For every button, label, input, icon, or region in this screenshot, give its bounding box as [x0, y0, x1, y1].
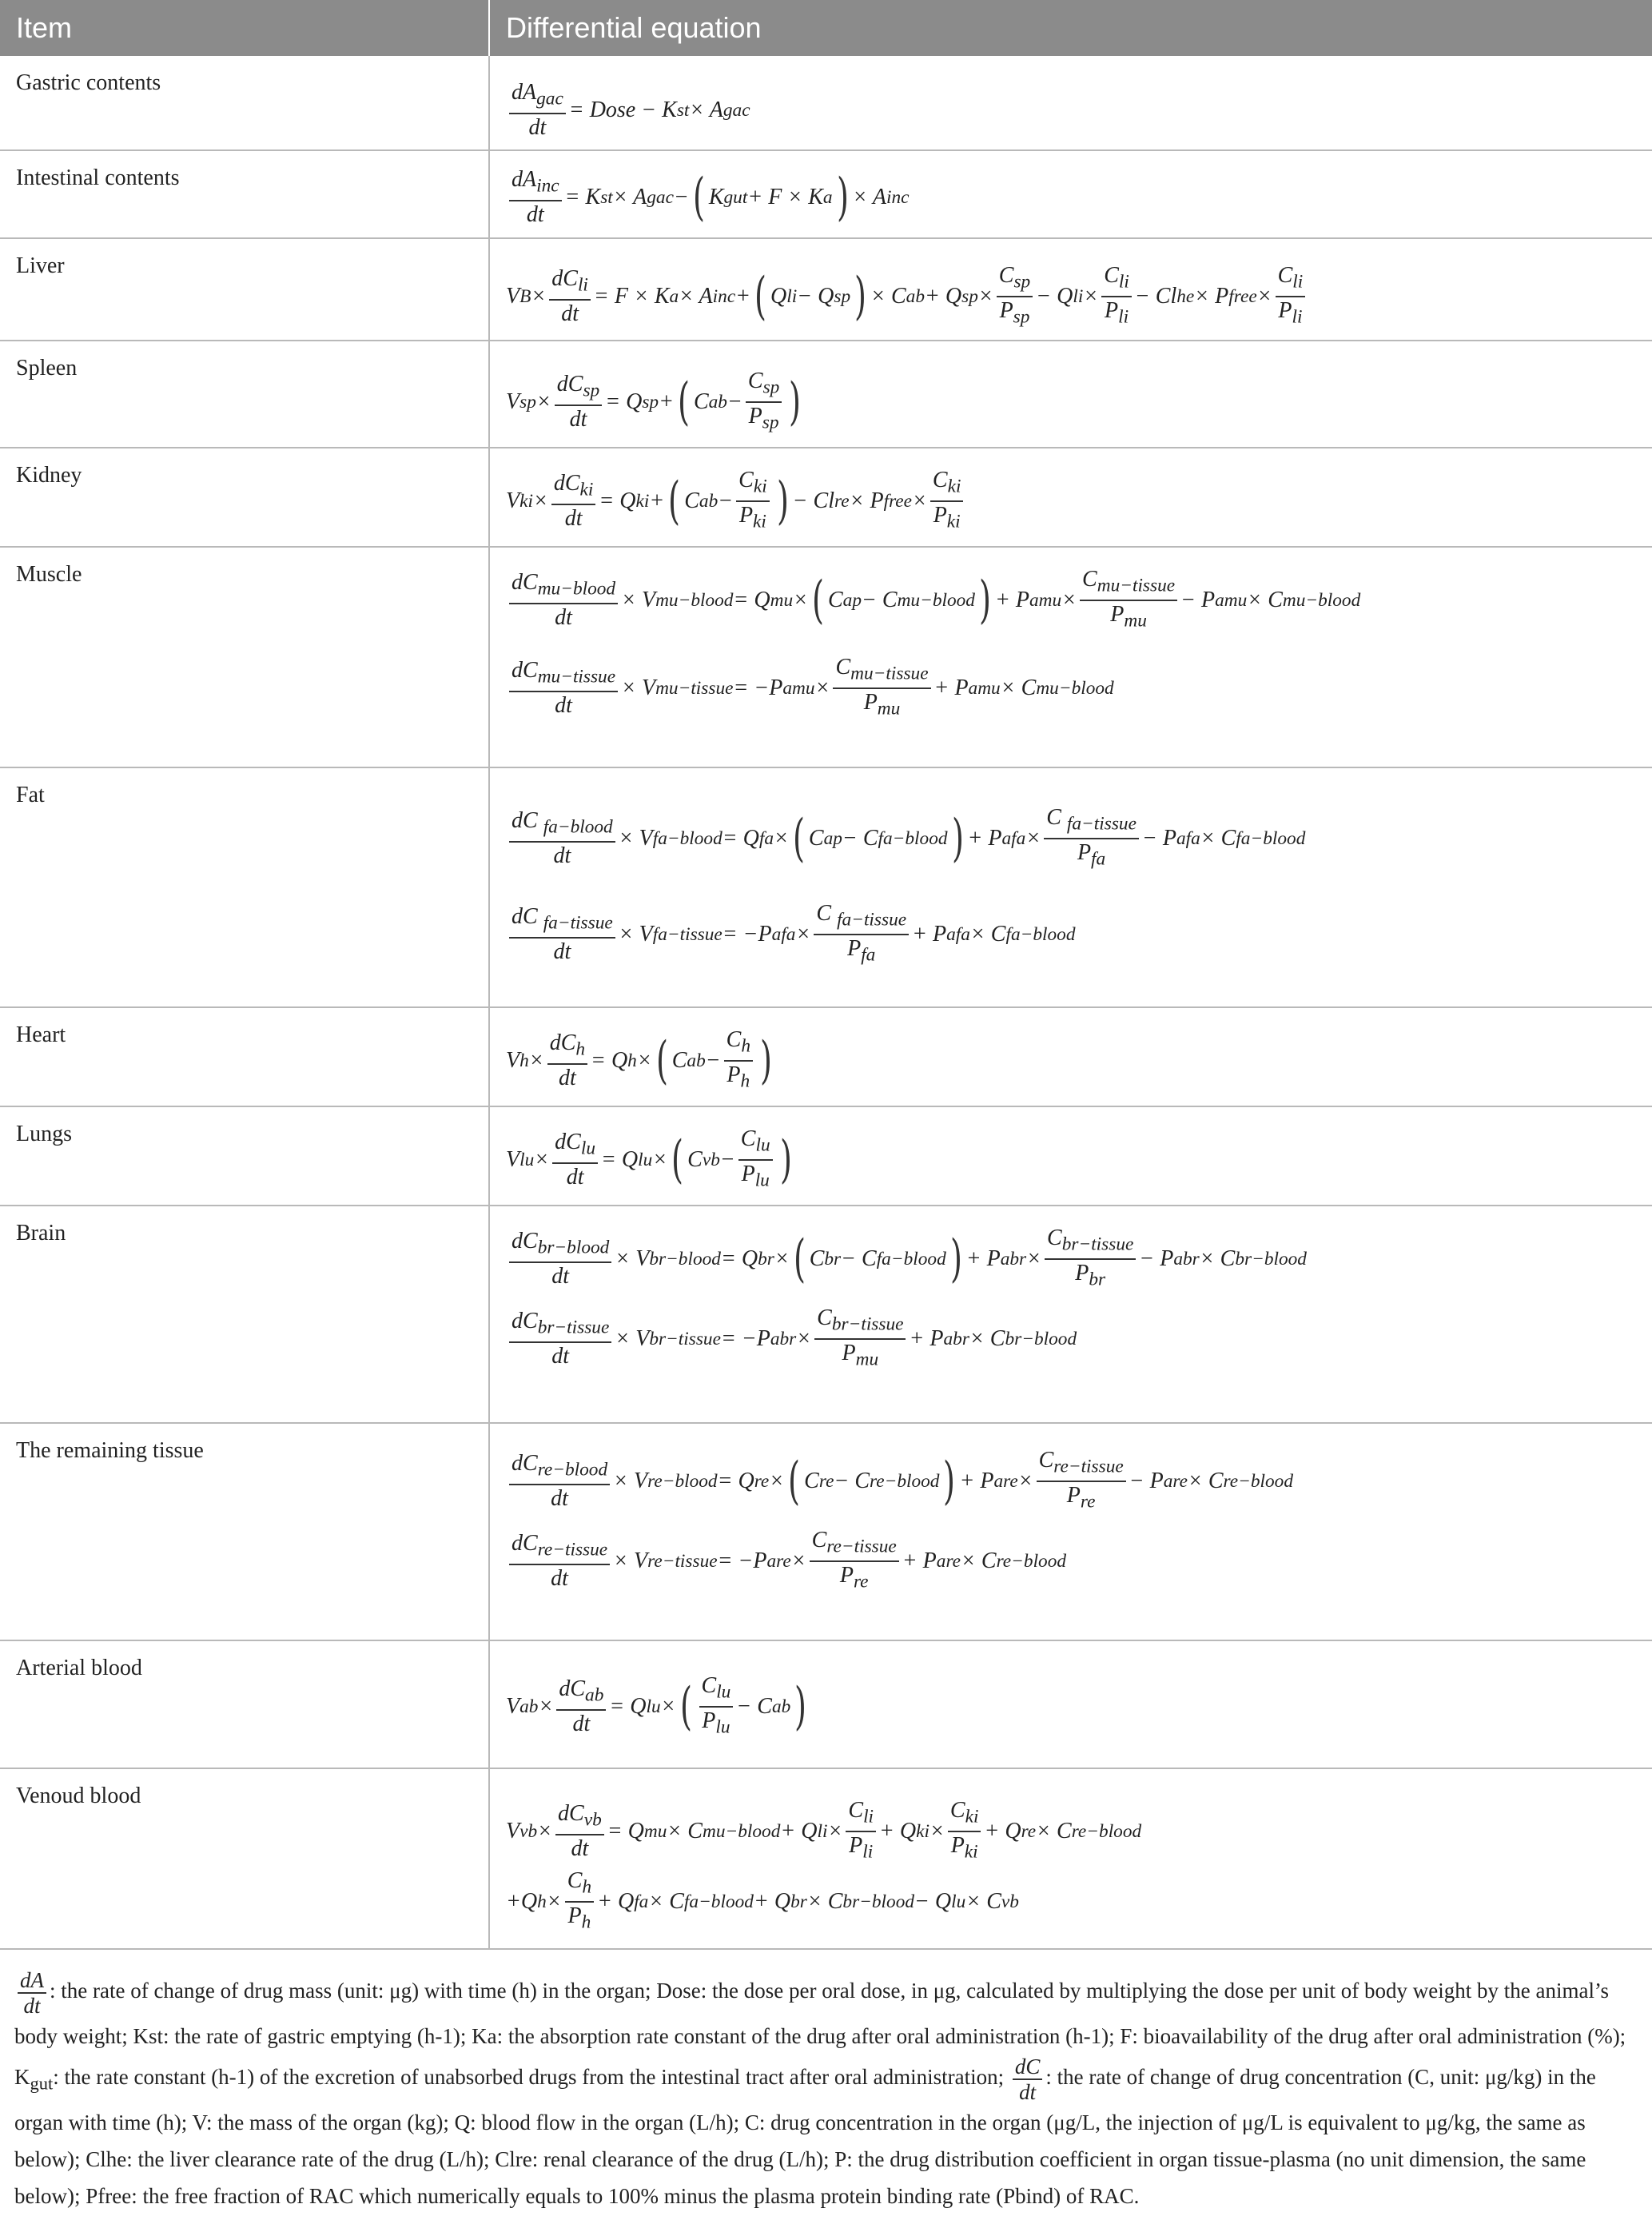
footnote-fraction-dC-dt: $\frac{dC}{dt}$ [1013, 2055, 1043, 2104]
row-label-intestinal: Intestinal contents [0, 150, 489, 238]
equation-kidney: V ki × $\frac{dC_{ki}}{dt}$ = Q ki + ( C ab − $\frac{C_{ki}}{P_{ki}}$ ) − Cl re × P free × $\frac{C_{ki}}{P_{ki}}$ [489, 448, 1652, 547]
table-row [0, 1423, 1652, 1640]
table-row [0, 1007, 1652, 1106]
table-row [0, 547, 1652, 767]
row-label-lungs: Lungs [0, 1106, 489, 1206]
table-row [0, 150, 1652, 238]
footnote-text-part3: : the rate of change of drug concentration (C, unit: μg/kg) in the organ with time (h); V: the mass of the organ (kg); Q: blood flow in the organ (L/h); C: drug concentration in the organ (μg/L, the injection of μg/L is equivalent to μg/kg, the same as below); Clhe: the liver clearance rate of the drug (L/h); Clre: renal clearance of the drug (L/h); P: the drug distribution coefficient in organ tissue-plasma (no unit dimension, the same below); Pfree: the free fraction of RAC which numerically equals to 100% minus the plasma protein binding rate (Pbind) of RAC. [14, 2065, 1596, 2208]
table-row [0, 56, 1652, 150]
header-differential-equation: Differential equation [489, 0, 1652, 56]
equation-fat: $\frac{dC _{fa-blood}}{dt}$ × V fa−blood = Q fa × ( C ap − C fa−blood ) + P afa × $\frac{C _{fa-tissue}}{P_{fa}}$ − P afa × C fa−blood $\frac{dC _{fa-tissue}}{dt}$ × V fa−tissue = −P afa × $\frac{C _{fa-tissue}}{P_{fa}}$ + P afa × C fa−blood [489, 767, 1652, 1007]
footnote-text-part2: : the rate constant (h-1) of the excretion of unabsorbed drugs from the intestinal tract after oral administration; [53, 2065, 1005, 2090]
equation-intestinal: $\frac{dA_{inc}}{dt}$ = K st × A gac − ( K gut + F × K a ) × A inc [489, 150, 1652, 238]
equation-brain: $\frac{dC_{br-blood}}{dt}$ × V br−blood = Q br × ( C br − C fa−blood ) + P abr × $\frac{C_{br-tissue}}{P_{br}}$ − P abr × C br−blood $\frac{dC_{br-tissue}}{dt}$ × V br−tissue = −P abr × $\frac{C_{br-tissue}}{P_{mu}}$ + P abr × C br−blood [489, 1206, 1652, 1423]
table-row [0, 238, 1652, 341]
table-row [0, 1768, 1652, 1949]
equation-liver: V B × $\frac{dC_{li}}{dt}$ = F × K a × A inc + ( Q li − Q sp ) × C ab + Q sp × $\frac{C_{sp}}{P_{sp}}$ − Q li × $\frac{C_{li}}{P_{li}}$ − Cl he × P free × $\frac{C_{li}}{P_{li}}$ [489, 238, 1652, 341]
table-footnote [14, 1968, 1641, 2214]
table-row [0, 1106, 1652, 1206]
table-row [0, 1640, 1652, 1768]
equation-lungs: V lu × $\frac{dC_{lu}}{dt}$ = Q lu × ( C vb − $\frac{C_{lu}}{P_{lu}}$ ) [489, 1106, 1652, 1206]
row-label-arterial-blood: Arterial blood [0, 1640, 489, 1768]
row-label-venous-blood: Venoud blood [0, 1768, 489, 1949]
equation-muscle: $\frac{dC_{mu-blood}}{dt}$ × V mu−blood = Q mu × ( C ap − C mu−blood ) + P amu × $\frac{C_{mu-tissue}}{P_{mu}}$ − P amu × C mu−blood $\frac{dC_{mu-tissue}}{dt}$ × V mu−tissue = −P amu × $\frac{C_{mu-tissue}}{P_{mu}}$ + P amu × C mu−blood [489, 547, 1652, 767]
table-row [0, 767, 1652, 1007]
header-item: Item [0, 0, 489, 56]
row-label-spleen: Spleen [0, 341, 489, 448]
table-header-row [0, 0, 1652, 56]
table-row [0, 448, 1652, 547]
equation-venous-blood: V vb × $\frac{dC_{vb}}{dt}$ = Q mu × C mu−blood + Q li × $\frac{C_{li}}{P_{li}}$ + Q ki × $\frac{C_{ki}}{P_{ki}}$ + Q re × C re−blood +Q h × $\frac{C_h}{P_h}$ + Q fa × C fa−blood + Q br × C br−blood − Q lu × C vb [489, 1768, 1652, 1949]
footnote-kgut-subscript: gut [30, 2073, 54, 2094]
row-label-kidney: Kidney [0, 448, 489, 547]
row-label-gastric: Gastric contents [0, 56, 489, 150]
table-row [0, 341, 1652, 448]
footnote-fraction-dA-dt: $\frac{dA}{dt}$ [18, 1968, 46, 2018]
table-row [0, 1206, 1652, 1423]
equation-gastric: $\frac{dA_{gac}}{dt}$ = Dose − K st × A gac [489, 56, 1652, 150]
row-label-muscle: Muscle [0, 547, 489, 767]
row-label-brain: Brain [0, 1206, 489, 1423]
equation-spleen: V sp × $\frac{dC_{sp}}{dt}$ = Q sp + ( C ab − $\frac{C_{sp}}{P_{sp}}$ ) [489, 341, 1652, 448]
row-label-remaining-tissue: The remaining tissue [0, 1423, 489, 1640]
equation-remaining-tissue: $\frac{dC_{re-blood}}{dt}$ × V re−blood = Q re × ( C re − C re−blood ) + P are × $\frac{C_{re-tissue}}{P_{re}}$ − P are × C re−blood $\frac{dC_{re-tissue}}{dt}$ × V re−tissue = −P are × $\frac{C_{re-tissue}}{P_{re}}$ + P are × C re−blood [489, 1423, 1652, 1640]
equation-heart: V h × $\frac{dC_h}{dt}$ = Q h × ( C ab − $\frac{C_h}{P_h}$ ) [489, 1007, 1652, 1106]
row-label-liver: Liver [0, 238, 489, 341]
footnote-text-part1: : the rate of change of drug mass (unit: μg) with time (h) in the organ; Dose: the dose per oral dose, in μg, calculated by multiplying the dose per unit of body weight by the animal’s body weight; Kst: the rate of gastric emptying (h-1); Ka: the absorption rate constant of the drug after oral administration (h-1); F: bioavailability of the drug after oral administration (%); K [14, 1979, 1626, 2090]
equation-arterial-blood: V ab × $\frac{dC_{ab}}{dt}$ = Q lu × ( $\frac{C_{lu}}{P_{lu}}$ − C ab ) [489, 1640, 1652, 1768]
row-label-fat: Fat [0, 767, 489, 1007]
row-label-heart: Heart [0, 1007, 489, 1106]
